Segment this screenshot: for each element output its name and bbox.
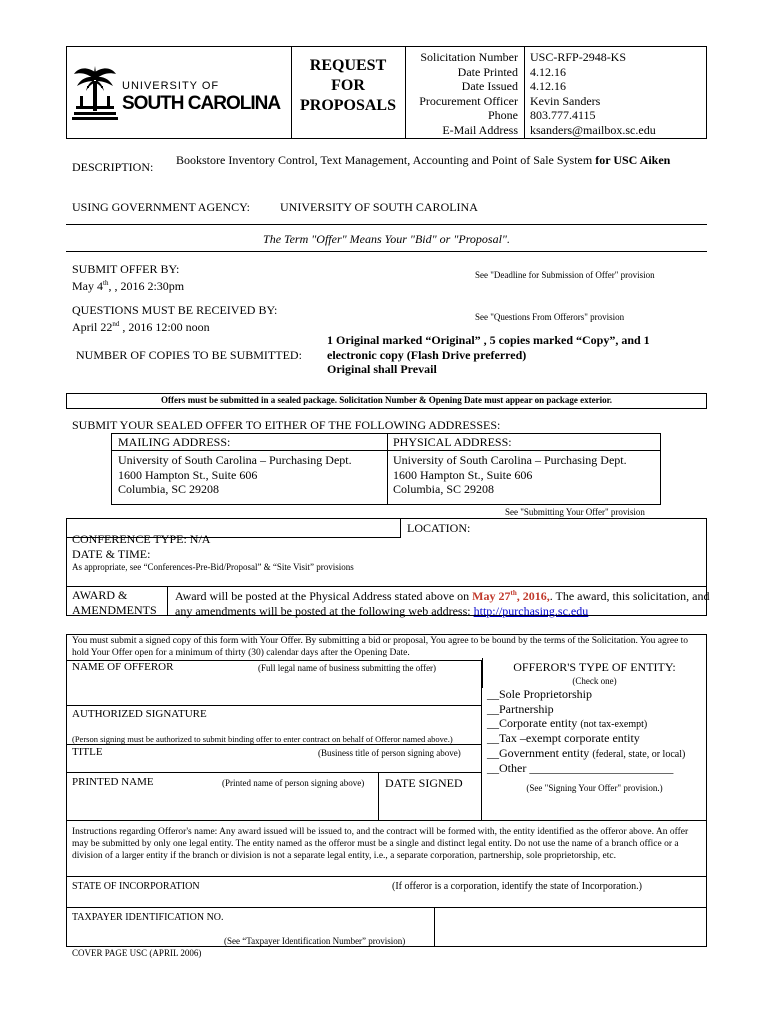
entity-partnership[interactable] xyxy=(487,702,705,717)
entity-label: __Sole Proprietorship xyxy=(487,687,592,701)
entity-label: __Other ________________________ xyxy=(487,760,674,775)
offeror-instructions: Instructions regarding Offeror's name: Any award issued will be issued to, and the contract will be formed with, the entity identified as the offeror above. An offer may be submitted by only one legal entity. The entity named as the offeror must be a single and distinct legal entity. Do not use the name of a branch office or a division of a larger entity if the branch or division is not a separate legal entity, i.e., a separate corporation, partnership, sole proprietorship, etc. xyxy=(72,827,689,861)
conference-type: CONFERENCE TYPE: N/A xyxy=(72,532,211,546)
info-label-date-issued: Date Issued xyxy=(461,79,518,93)
entity-list xyxy=(487,687,705,775)
entity-label: __Corporate entity xyxy=(487,716,578,730)
questions-date-main: April 22 xyxy=(72,320,113,334)
state-of-incorporation-label: STATE OF INCORPORATION xyxy=(72,881,200,892)
logo-text-south-carolina: SOUTH CAROLINA xyxy=(122,93,281,114)
info-value-phone: 803.777.4115 xyxy=(530,108,596,122)
description-bold: for USC Aiken xyxy=(595,153,671,167)
award-label-line1: AWARD & xyxy=(72,588,128,602)
instructions-bottom-line xyxy=(66,876,707,877)
award-date xyxy=(472,589,550,603)
palmetto-tree-icon xyxy=(72,62,118,120)
conference-divider xyxy=(400,518,401,538)
taxpayer-id-note: (See “Taxpayer Identification Number” provision) xyxy=(224,936,406,946)
award-date-sup: th xyxy=(510,589,517,597)
questions-date-sup: nd xyxy=(112,320,120,328)
conference-box xyxy=(66,518,707,587)
date-signed-label: DATE SIGNED xyxy=(385,776,463,790)
agency-label: USING GOVERNMENT AGENCY: xyxy=(72,200,251,214)
entity-note: (not tax-exempt) xyxy=(580,719,648,730)
conference-note: As appropriate, see “Conferences-Pre-Bid/Proposal” & “Site Visit” provisions xyxy=(72,562,354,572)
info-value-date-issued: 4.12.16 xyxy=(530,79,566,93)
name-bottom-line xyxy=(66,705,481,706)
authorized-signature-label: AUTHORIZED SIGNATURE xyxy=(72,708,207,720)
physical-address: University of South Carolina – Purchasing Dept. 1600 Hampton St., Suite 606 Columbia, SC 29208 xyxy=(393,453,627,496)
award-date-main: May 27 xyxy=(472,589,511,603)
description-label: DESCRIPTION: xyxy=(72,160,154,174)
entity-corporate[interactable] xyxy=(487,716,705,731)
submit-by-note: See "Deadline for Submission of Offer" provision xyxy=(475,270,655,280)
authorized-signature-note: (Person signing must be authorized to submit binding offer to enter contract on behalf of Offeror named above.) xyxy=(72,734,453,744)
title-line-3: PROPOSALS xyxy=(299,97,396,114)
printed-name-field[interactable] xyxy=(72,792,372,818)
award-text-1: Award will be posted at the Physical Address stated above on xyxy=(175,589,470,603)
entity-check-one: (Check one) xyxy=(572,676,617,686)
entity-note-signing: (See "Signing Your Offer" provision.) xyxy=(526,783,663,793)
title-field[interactable] xyxy=(72,760,474,771)
offeror-intro: You must submit a signed copy of this form with Your Offer. By submitting a bid or proposal, You agree to be bound by the terms of the Solicitation. You agree to hold Your Offer open for a minimum of thirty (30) calendar days after the Opening Date. xyxy=(72,636,689,658)
footer-cover-page: COVER PAGE USC (APRIL 2006) xyxy=(72,948,202,958)
questions-date-post: , 2016 12:00 noon xyxy=(119,320,210,334)
state-of-incorporation-field[interactable] xyxy=(72,893,702,905)
addresses-note: See "Submitting Your Offer" provision xyxy=(505,507,645,517)
award-date-post: , 2016, xyxy=(516,589,550,603)
copies-value: 1 Original marked “Original” , 5 copies marked “Copy”, and 1 electronic copy (Flash Drive preferred) Original shall Prevail xyxy=(327,333,650,376)
title-label: TITLE xyxy=(72,746,103,758)
entity-label: __Government entity xyxy=(487,745,590,760)
info-label-phone: Phone xyxy=(488,108,518,122)
submit-by-label: SUBMIT OFFER BY: xyxy=(72,262,180,276)
term-note: The Term "Offer" Means Your "Bid" or "Proposal". xyxy=(263,232,510,246)
tin-divider xyxy=(434,907,435,947)
entity-sole-proprietorship[interactable] xyxy=(487,687,705,702)
taxpayer-id-field[interactable] xyxy=(72,924,430,934)
printed-bottom-line xyxy=(66,820,707,821)
info-label-solicitation-number: Solicitation Number xyxy=(420,50,518,64)
questions-note: See "Questions From Offerors" provision xyxy=(475,312,625,322)
entity-heading: OFFEROR'S TYPE OF ENTITY: xyxy=(513,660,676,674)
submit-date-sup: th xyxy=(103,279,109,287)
info-value-solicitation-number: USC-RFP-2948-KS xyxy=(530,50,627,64)
award-label xyxy=(72,588,157,617)
mailing-label: MAILING ADDRESS: xyxy=(118,435,231,449)
entity-other[interactable] xyxy=(487,761,705,776)
title-line-2: FOR xyxy=(331,77,365,94)
entity-label: __Tax –exempt corporate entity xyxy=(487,731,640,745)
award-text-2: . The award, this solicitation, and xyxy=(549,589,710,603)
submit-date-post: , , 2016 2:30pm xyxy=(108,279,185,293)
sealed-note: Offers must be submitted in a sealed package. Solicitation Number & Opening Date must appear on package exterior. xyxy=(160,395,613,405)
title-bottom-line xyxy=(66,772,481,773)
entity-government[interactable] xyxy=(487,746,705,761)
conference-date-time: DATE & TIME: xyxy=(72,547,151,561)
submit-date-main: May 4 xyxy=(72,279,103,293)
printed-name-label: PRINTED NAME xyxy=(72,776,154,788)
header-info-values xyxy=(530,50,705,137)
award-url-link[interactable]: http://purchasing.sc.edu xyxy=(473,603,589,618)
description-main: Bookstore Inventory Control, Text Management, Accounting and Point of Sale System xyxy=(176,153,593,167)
title-line-1: REQUEST xyxy=(309,57,387,74)
name-of-offeror-note: (Full legal name of business submitting the offer) xyxy=(258,663,437,673)
name-of-offeror-field[interactable] xyxy=(72,676,474,702)
info-label-date-printed: Date Printed xyxy=(457,64,518,79)
info-label-email: E-Mail Address xyxy=(442,122,518,137)
usc-logo xyxy=(72,62,287,122)
header-info-labels xyxy=(405,50,518,137)
physical-label: PHYSICAL ADDRESS: xyxy=(393,435,512,449)
info-label-procurement-officer: Procurement Officer xyxy=(419,93,518,108)
date-signed-field[interactable] xyxy=(385,792,477,818)
name-of-offeror-label: NAME OF OFFEROR xyxy=(72,661,174,673)
addresses-heading: SUBMIT YOUR SEALED OFFER TO EITHER OF THE FOLLOWING ADDRESSES: xyxy=(72,418,501,432)
title-note: (Business title of person signing above) xyxy=(318,748,461,758)
description-text xyxy=(176,153,706,168)
award-divider xyxy=(167,586,168,616)
award-text xyxy=(175,586,710,618)
info-value-email: ksanders@mailbox.sc.edu xyxy=(530,122,656,137)
questions-date xyxy=(72,317,210,335)
header-divider-3 xyxy=(524,46,525,139)
entity-label: __Partnership xyxy=(487,701,554,716)
award-text-3: any amendments will be posted at the following web address: xyxy=(175,603,471,618)
state-of-incorporation-note: (If offeror is a corporation, identify the state of Incorporation.) xyxy=(392,881,642,892)
info-value-procurement-officer: Kevin Sanders xyxy=(530,93,601,108)
copies-label: NUMBER OF COPIES TO BE SUBMITTED: xyxy=(76,348,302,362)
info-value-date-printed: 4.12.16 xyxy=(530,64,566,79)
submit-by-date xyxy=(72,276,184,294)
term-underline xyxy=(66,251,707,252)
rfp-title xyxy=(291,56,405,116)
agency-value: UNIVERSITY OF SOUTH CAROLINA xyxy=(280,200,478,214)
entity-tax-exempt[interactable] xyxy=(487,731,705,746)
printed-divider xyxy=(378,772,379,820)
taxpayer-id-label: TAXPAYER IDENTIFICATION NO. xyxy=(72,912,224,923)
questions-label: QUESTIONS MUST BE RECEIVED BY: xyxy=(72,303,278,317)
mailing-address: University of South Carolina – Purchasing Dept. 1600 Hampton St., Suite 606 Columbia, SC 29208 xyxy=(118,453,352,496)
location-label: LOCATION: xyxy=(407,521,471,535)
agency-underline xyxy=(66,224,707,225)
authorized-signature-field[interactable] xyxy=(72,721,474,733)
award-label-line2: AMENDMENTS xyxy=(72,602,157,617)
entity-note: (federal, state, or local) xyxy=(592,748,686,760)
printed-name-note: (Printed name of person signing above) xyxy=(222,778,365,788)
state-bottom-line xyxy=(66,907,707,908)
logo-text-university-of: UNIVERSITY OF xyxy=(122,80,220,92)
